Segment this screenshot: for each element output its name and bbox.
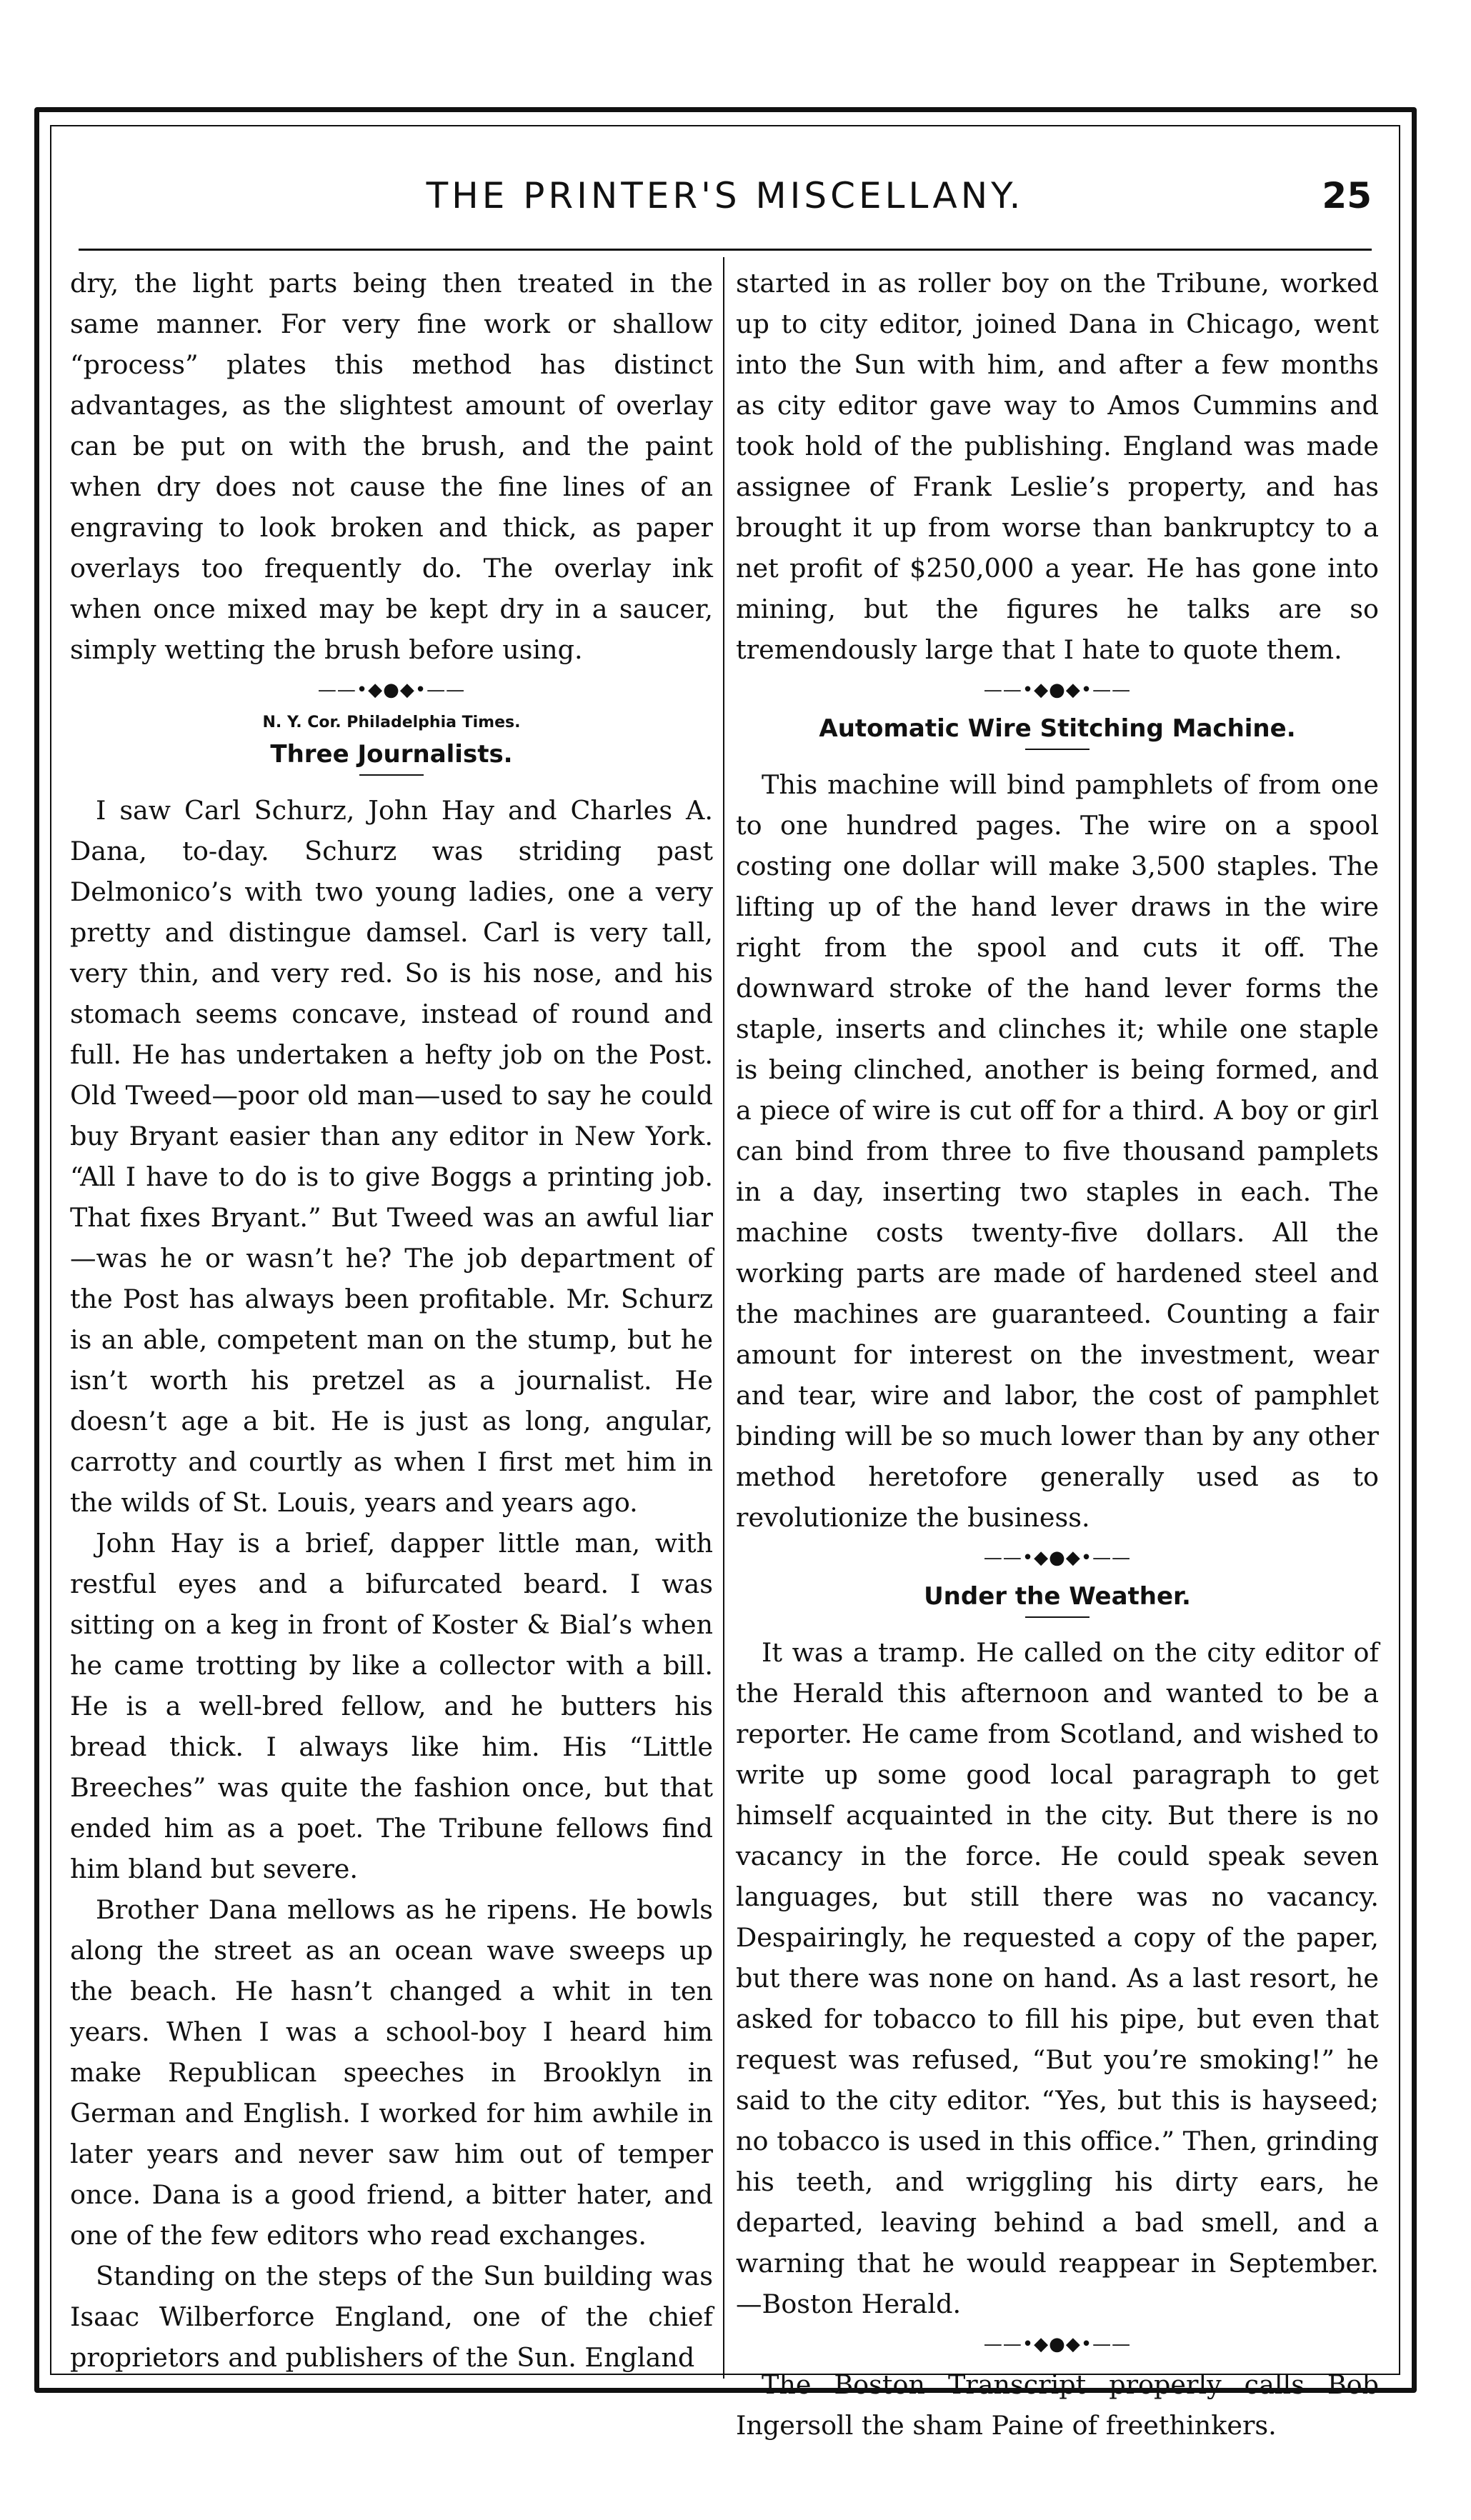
paragraph-schurz: I saw Carl Schurz, John Hay and Charles A. Dana, to-day. Schurz was striding past Delmonico’s with two young ladies, one a very pretty and distingue damsel. Carl is very tall, very thin, and very red. So is his nose, and his stomach seems concave, instead of round and full. He has undertaken a hefty job on the Post. Old Tweed—poor old man—used to say he could buy Bryant easier than any editor in New York. “All I have to do is to give Boggs a printing job. That fixes Bryant.” But Tweed was an awful liar—was he or wasn’t he? The job department of the Post has always been profitable. Mr. Schurz is an able, competent man on the stump, but he isn’t worth his pretzel as a journalist. He doesn’t age a bit. He is just as long, angular, carrotty and courtly as when I first met him in the wilds of St. Louis, years and years ago. [70, 795, 713, 1518]
page-number: 25 [1322, 175, 1372, 216]
right-column [736, 263, 1379, 2446]
paragraph-overlay-continued: dry, the light parts being then treated in the same manner. For very fine work or shallow “process” plates this method has distinct advantages, as the slightest amount of overlay can be put on with the brush, and the paint when dry does not cause the fine lines of an engraving to look broken and thick, as paper overlays too frequently do. The overlay ink when once mixed may be kept dry in a saucer, simply wetting the brush before using. [70, 268, 713, 665]
title-underline [1025, 1616, 1089, 1618]
left-column [70, 263, 713, 2378]
section-ornament: ——•◆●◆•—— [983, 679, 1132, 701]
section-ornament: ——•◆●◆•—— [983, 1547, 1132, 1569]
header-rule [79, 249, 1372, 251]
paragraph-england-continued: started in as roller boy on the Tribune, worked up to city editor, joined Dana in Chicago, went into the Sun with him, and after a few months as city editor gave way to Amos Cummins and took hold of the publishing. England was made assignee of Frank Leslie’s property, and has brought it up from worse than bankruptcy to a net profit of $250,000 a year. He has gone into mining, but the figures he talks are so tremendously large that I hate to quote them. [736, 268, 1379, 665]
paragraph-wire-stitching: This machine will bind pamphlets of from one to one hundred pages. The wire on a spool costing one dollar will make 3,500 staples. The lifting up of the hand lever draws in the wire right from the spool and cuts it off. The downward stroke of the hand lever forms the staple, inserts and clinches it; while one staple is being clinched, another is being formed, and a piece of wire is cut off for a third. A boy or girl can bind from three to five thousand pamplets in a day, inserting two staples in each. The machine costs twenty-five dollars. All the working parts are made of hardened steel and the machines are guaranteed. Counting a fair amount for interest on the investment, wear and tear, wire and labor, the cost of pamphlet binding will be so much lower than by any other method heretofore generally used as to revolutionize the business. [736, 769, 1379, 1533]
title-underline [359, 774, 424, 776]
article-title-three-journalists: Three Journalists. [270, 740, 513, 769]
section-ornament: ——•◆●◆•—— [317, 679, 466, 701]
paragraph-dana: Brother Dana mellows as he ripens. He bowls along the street as an ocean wave sweeps up the beach. He hasn’t changed a whit in ten years. When I was a school-boy I heard him make Republican speeches in Brooklyn in German and English. I worked for him awhile in later years and never saw him out of temper once. Dana is a good friend, a bitter hater, and one of the few editors who read exchanges. [70, 1894, 713, 2251]
article-title-under-the-weather: Under the Weather. [924, 1582, 1191, 1611]
paragraph-ingersoll: The Boston Transcript properly calls Bob Ingersoll the sham Paine of freethinkers. [736, 2369, 1379, 2441]
paragraph-tramp: It was a tramp. He called on the city editor of the Herald this afternoon and wanted to be a reporter. He came from Scotland, and wished to write up some good local paragraph to get himself acquainted in the city. But there is no vacancy in the force. He could speak seven languages, but still there was no vacancy. Despairingly, he requested a copy of the paper, but there was none on hand. As a last resort, he asked for tobacco to fill his pipe, but even that request was refused, “But you’re smoking!” he said to the city editor. “Yes, but this is hayseed; no tobacco is used in this office.” Then, grinding his teeth, and wriggling his dirty ears, he departed, leaving behind a bad smell, and a warning that he would reappear in September.—Boston Herald. [736, 1637, 1379, 2319]
column-divider [723, 257, 724, 2379]
article-byline: N. Y. Cor. Philadelphia Times. [262, 714, 521, 731]
publication-title: THE PRINTER'S MISCELLANY. [426, 175, 1024, 216]
paragraph-england: Standing on the steps of the Sun building was Isaac Wilberforce England, one of the chief proprietors and publishers of the Sun. England [70, 2261, 713, 2373]
paragraph-hay: John Hay is a brief, dapper little man, with restful eyes and a bifurcated beard. I was sitting on a keg in front of Koster & Bial’s when he came trotting by like a collector with a bill. He is a well-bred fellow, and he butters his bread thick. I always like him. His “Little Breeches” was quite the fashion once, but that ended him as a poet. The Tribune fellows find him bland but severe. [70, 1528, 713, 1884]
title-underline [1025, 749, 1089, 750]
article-title-wire-stitching: Automatic Wire Stitching Machine. [819, 714, 1296, 743]
running-header [79, 175, 1372, 225]
section-ornament: ——•◆●◆•—— [983, 2334, 1132, 2355]
